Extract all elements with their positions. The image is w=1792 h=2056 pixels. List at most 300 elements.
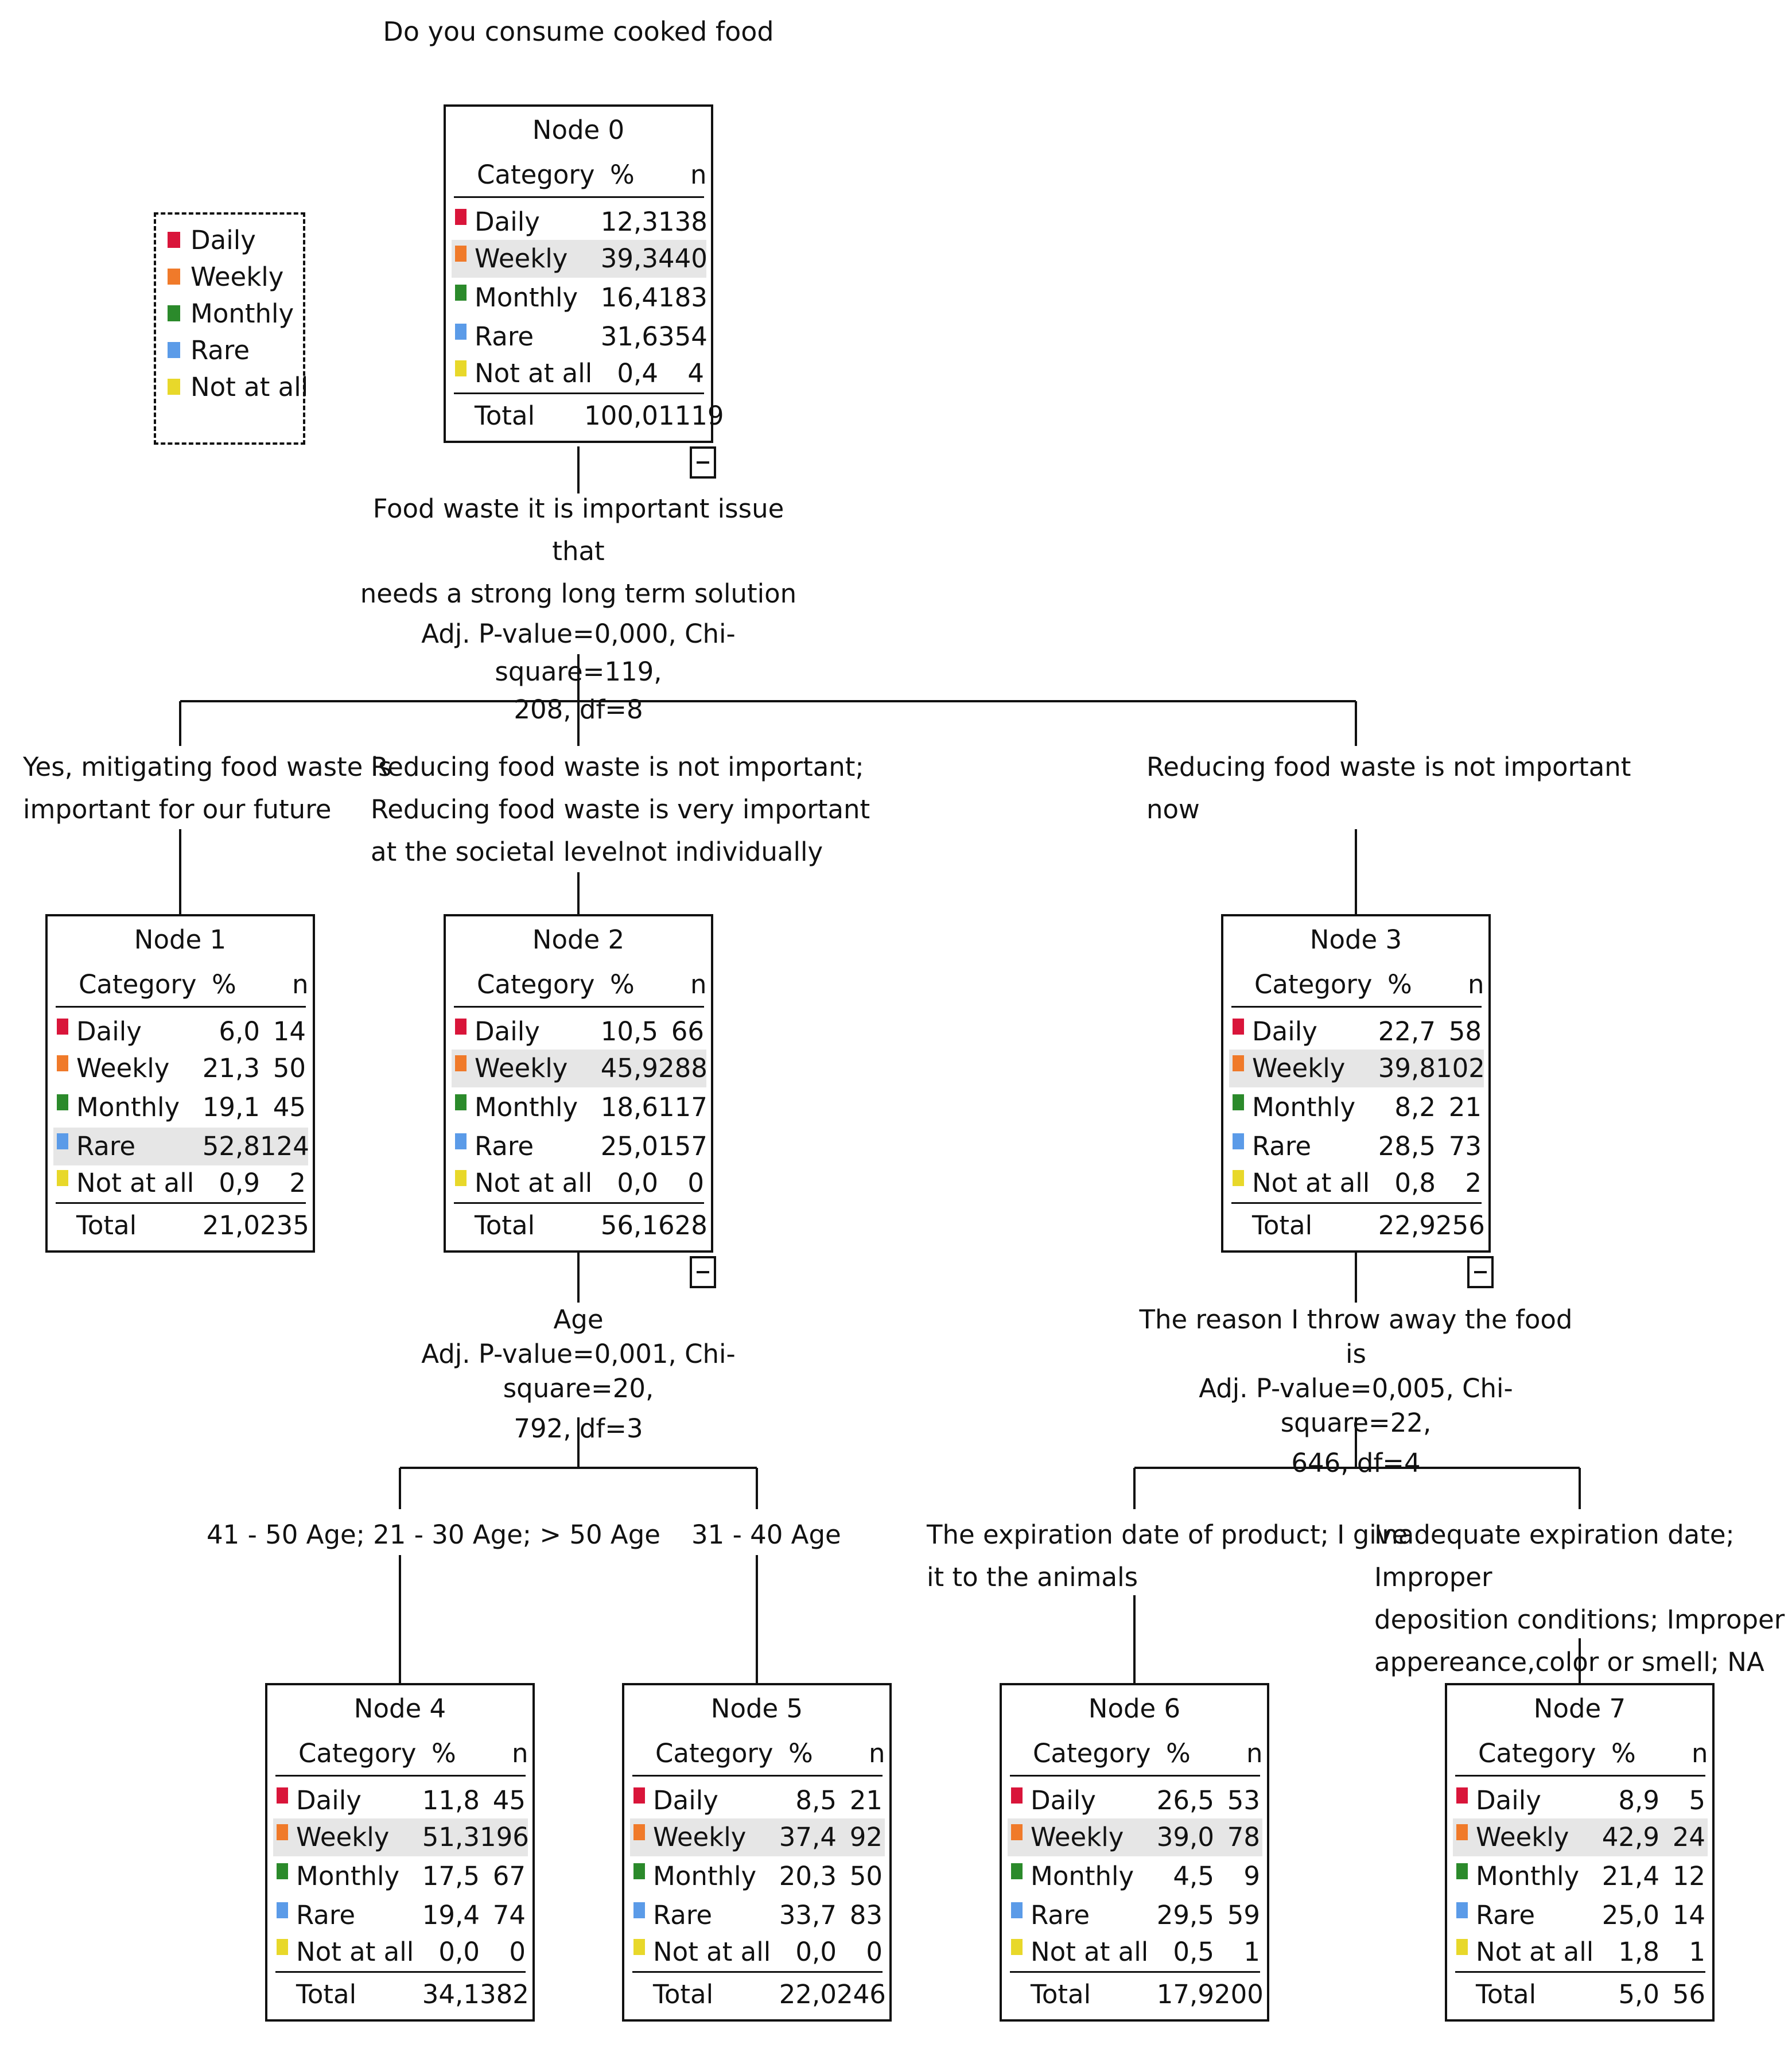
category-percent: 0,0 [795, 1937, 837, 1967]
header-category: Category [477, 969, 595, 1000]
category-row [452, 1050, 706, 1087]
split-line: 792, df=3 [514, 1413, 643, 1444]
category-row [630, 1933, 885, 1971]
category-swatch [57, 1094, 68, 1110]
category-count: 102 [1436, 1053, 1485, 1083]
branch-line: important for our future [23, 794, 332, 825]
category-row [452, 240, 706, 278]
category-percent: 51,3 [422, 1822, 480, 1852]
category-count: 50 [273, 1053, 306, 1083]
category-label: Weekly [76, 1053, 170, 1083]
header-divider [56, 1006, 306, 1008]
header-category: Category [79, 969, 197, 1000]
category-label: Monthly [1252, 1092, 1356, 1122]
category-label: Rare [475, 1131, 534, 1161]
node-6[interactable] [1000, 1683, 1269, 2022]
total-divider [1231, 1202, 1482, 1204]
header-n: n [869, 1738, 885, 1769]
split-line: The reason I throw away the food is [1139, 1304, 1573, 1369]
total-row [273, 1979, 528, 2014]
category-percent: 19,1 [202, 1092, 260, 1122]
category-label: Daily [475, 207, 540, 237]
category-count: 138 [658, 207, 708, 237]
category-row [1229, 1089, 1484, 1126]
branch-line: 41 - 50 Age; 21 - 30 Age; > 50 Age [207, 1519, 660, 1550]
category-swatch [1233, 1019, 1244, 1035]
total-label: Total [1031, 1979, 1091, 2010]
legend [154, 212, 309, 445]
category-count: 2 [1465, 1168, 1482, 1198]
category-row [630, 1896, 885, 1934]
category-swatch [277, 1863, 288, 1879]
legend-swatch [168, 305, 180, 321]
split-line: 646, df=4 [1291, 1448, 1421, 1478]
split-line: Adj. P-value=0,005, Chi-square=22, [1199, 1373, 1513, 1438]
category-swatch [1456, 1863, 1468, 1879]
category-percent: 37,4 [779, 1822, 837, 1852]
category-label: Rare [296, 1900, 356, 1930]
category-row [1008, 1857, 1262, 1895]
category-row [1229, 1050, 1484, 1087]
category-percent: 20,3 [779, 1861, 837, 1891]
header-divider [454, 1006, 704, 1008]
node-header [454, 969, 707, 1004]
category-percent: 26,5 [1156, 1785, 1214, 1816]
category-count: 1 [1243, 1937, 1260, 1967]
category-row [452, 203, 706, 241]
header-pct: % [788, 1738, 813, 1769]
branch-line: now [1146, 794, 1200, 825]
category-swatch [1011, 1863, 1023, 1879]
total-count: 200 [1214, 1979, 1264, 2010]
header-pct: % [610, 969, 635, 1000]
node-4[interactable] [265, 1683, 535, 2022]
legend-swatch [168, 379, 180, 395]
category-count: 66 [671, 1016, 704, 1047]
node-title: Node 6 [1088, 1693, 1181, 1724]
category-label: Not at all [296, 1937, 414, 1967]
category-swatch [57, 1133, 68, 1149]
total-row [452, 401, 724, 435]
category-percent: 29,5 [1156, 1900, 1214, 1930]
category-swatch [455, 1133, 467, 1149]
branch-line: appereance,color or smell; NA [1374, 1647, 1764, 1677]
node-0[interactable] [444, 104, 724, 443]
branch-label-node4 [207, 1514, 660, 1556]
header-category: Category [1033, 1738, 1151, 1769]
header-n: n [1468, 969, 1484, 1000]
category-percent: 0,0 [617, 1168, 658, 1198]
category-percent: 8,2 [1394, 1092, 1436, 1122]
category-row [1008, 1782, 1262, 1820]
total-label: Total [296, 1979, 357, 2010]
category-swatch [455, 1019, 467, 1035]
category-percent: 0,4 [617, 358, 658, 388]
header-pct: % [212, 969, 236, 1000]
header-pct: % [1387, 969, 1412, 1000]
category-swatch [633, 1863, 645, 1879]
category-swatch [455, 1055, 467, 1071]
category-label: Daily [653, 1785, 718, 1816]
category-swatch [277, 1824, 288, 1840]
category-row [1008, 1818, 1262, 1856]
category-percent: 17,5 [422, 1861, 480, 1891]
category-label: Daily [296, 1785, 361, 1816]
total-percent: 22,9 [1378, 1210, 1436, 1241]
category-row [53, 1164, 308, 1202]
category-row [53, 1013, 308, 1051]
category-count: 21 [849, 1785, 883, 1816]
category-row [1453, 1818, 1708, 1856]
node-7[interactable] [1445, 1683, 1715, 2022]
legend-label: Rare [191, 335, 250, 366]
total-percent: 17,9 [1156, 1979, 1214, 2010]
total-count: 246 [837, 1979, 886, 2010]
branch-line: deposition conditions; Improper [1374, 1604, 1785, 1635]
category-count: 58 [1448, 1016, 1482, 1047]
total-row [1229, 1210, 1484, 1245]
category-row [452, 1128, 706, 1165]
category-count: 21 [1448, 1092, 1482, 1122]
category-count: 183 [658, 282, 708, 313]
split-line: Food waste it is important issue that [372, 493, 784, 566]
category-count: 14 [273, 1016, 306, 1047]
branch-line: Reducing food waste is not important; [371, 752, 864, 782]
category-count: 288 [658, 1053, 708, 1083]
total-count: 56 [1672, 1979, 1705, 2010]
node-header [1455, 1738, 1708, 1773]
category-percent: 18,6 [600, 1092, 658, 1122]
category-count: 74 [492, 1900, 526, 1930]
header-pct: % [432, 1738, 456, 1769]
category-percent: 25,0 [600, 1131, 658, 1161]
category-count: 1 [1689, 1937, 1705, 1967]
category-percent: 19,4 [422, 1900, 480, 1930]
category-label: Daily [1031, 1785, 1096, 1816]
category-swatch [1011, 1787, 1023, 1804]
category-swatch [455, 1094, 467, 1110]
category-label: Daily [76, 1016, 142, 1047]
category-count: 67 [492, 1861, 526, 1891]
total-label: Total [1252, 1210, 1313, 1241]
category-percent: 12,3 [600, 207, 658, 237]
category-row [1008, 1933, 1262, 1971]
branch-label-node6 [927, 1514, 1408, 1599]
category-percent: 0,8 [1394, 1168, 1436, 1198]
category-percent: 21,4 [1601, 1861, 1659, 1891]
total-divider [56, 1202, 306, 1204]
category-swatch [455, 285, 467, 301]
category-count: 9 [1243, 1861, 1260, 1891]
category-swatch [1011, 1824, 1023, 1840]
category-row [53, 1050, 308, 1087]
header-n: n [1692, 1738, 1708, 1769]
header-divider [454, 196, 704, 198]
category-label: Monthly [76, 1092, 180, 1122]
category-percent: 8,9 [1618, 1785, 1659, 1816]
category-count: 2 [289, 1168, 306, 1198]
category-row [273, 1857, 528, 1895]
node-title: Node 2 [532, 924, 625, 955]
split-line: Age [553, 1304, 604, 1335]
category-count: 59 [1227, 1900, 1260, 1930]
header-divider [1231, 1006, 1482, 1008]
category-label: Monthly [475, 282, 578, 313]
category-percent: 39,0 [1156, 1822, 1214, 1852]
header-pct: % [1166, 1738, 1191, 1769]
category-row [630, 1857, 885, 1895]
total-count: 235 [260, 1210, 309, 1241]
category-label: Not at all [653, 1937, 771, 1967]
category-percent: 52,8 [202, 1131, 260, 1161]
category-count: 45 [492, 1785, 526, 1816]
header-n: n [1246, 1738, 1263, 1769]
split-label-node3 [1126, 1303, 1585, 1486]
branch-line: Inadequate expiration date; Improper [1374, 1519, 1735, 1592]
category-row [273, 1933, 528, 1971]
category-swatch [1233, 1055, 1244, 1071]
legend-swatch [168, 232, 180, 248]
legend-label: Not at all [191, 372, 309, 402]
category-label: Rare [1252, 1131, 1312, 1161]
category-row [273, 1896, 528, 1934]
category-row [273, 1818, 528, 1856]
legend-swatch [168, 342, 180, 358]
category-swatch [1011, 1902, 1023, 1918]
category-count: 196 [480, 1822, 529, 1852]
category-swatch [277, 1939, 288, 1955]
category-swatch [1456, 1787, 1468, 1804]
category-label: Daily [475, 1016, 540, 1047]
header-category: Category [1478, 1738, 1596, 1769]
total-row [1008, 1979, 1262, 2014]
category-label: Weekly [653, 1822, 747, 1852]
category-swatch [455, 324, 467, 340]
category-percent: 21,3 [202, 1053, 260, 1083]
category-count: 14 [1672, 1900, 1705, 1930]
category-percent: 0,9 [219, 1168, 260, 1198]
category-label: Not at all [475, 358, 593, 388]
category-row [630, 1818, 885, 1856]
category-count: 354 [658, 321, 708, 352]
total-percent: 21,0 [202, 1210, 260, 1241]
split-line: Adj. P-value=0,000, Chi-square=119, [421, 619, 736, 687]
collapse-toggle-node3[interactable] [1467, 1256, 1494, 1288]
total-count: 382 [480, 1979, 529, 2010]
header-pct: % [610, 160, 635, 190]
total-label: Total [1476, 1979, 1537, 2010]
category-percent: 10,5 [600, 1016, 658, 1047]
category-percent: 39,8 [1378, 1053, 1436, 1083]
split-label-node2 [349, 1303, 808, 1452]
category-swatch [277, 1902, 288, 1918]
category-row [1229, 1013, 1484, 1051]
total-row [1453, 1979, 1708, 2014]
category-label: Rare [475, 321, 534, 352]
node-header [632, 1738, 883, 1773]
node-title: Node 3 [1309, 924, 1402, 955]
node-2[interactable] [444, 914, 713, 1253]
total-percent: 5,0 [1618, 1979, 1659, 2010]
node-header [1010, 1738, 1263, 1773]
total-row [452, 1210, 706, 1245]
branch-line: Yes, mitigating food waste is [23, 752, 392, 782]
legend-label: Daily [191, 225, 256, 255]
category-swatch [1456, 1939, 1468, 1955]
category-swatch [1456, 1824, 1468, 1840]
category-swatch [455, 209, 467, 225]
category-row [53, 1089, 308, 1126]
legend-label: Monthly [191, 298, 294, 329]
category-swatch [57, 1019, 68, 1035]
tree-title: Do you consume cooked food [383, 16, 774, 47]
total-divider [275, 1971, 526, 1973]
node-1[interactable] [45, 914, 315, 1253]
collapse-toggle-node0[interactable] [690, 446, 716, 479]
category-count: 0 [687, 1168, 704, 1198]
branch-line: Reducing food waste is not important [1146, 752, 1631, 782]
category-label: Monthly [475, 1092, 578, 1122]
category-row [452, 279, 706, 317]
category-label: Daily [1476, 1785, 1541, 1816]
category-count: 45 [273, 1092, 306, 1122]
total-percent: 100,0 [584, 401, 658, 431]
header-n: n [292, 969, 309, 1000]
category-label: Not at all [1476, 1937, 1594, 1967]
header-category: Category [655, 1738, 773, 1769]
category-label: Weekly [475, 1053, 568, 1083]
total-label: Total [475, 401, 535, 431]
category-percent: 0,0 [438, 1937, 480, 1967]
header-divider [632, 1775, 883, 1777]
total-count: 256 [1436, 1210, 1485, 1241]
total-row [53, 1210, 308, 1245]
branch-line: The expiration date of product; I give [927, 1519, 1408, 1550]
header-n: n [690, 969, 707, 1000]
category-row [1453, 1857, 1708, 1895]
legend-swatch [168, 269, 180, 285]
category-row [452, 1013, 706, 1051]
branch-label-node2 [371, 746, 870, 873]
category-percent: 28,5 [1378, 1131, 1436, 1161]
header-category: Category [477, 160, 595, 190]
category-count: 440 [658, 243, 708, 274]
total-divider [1455, 1971, 1705, 1973]
total-row [630, 1979, 885, 2014]
category-count: 83 [849, 1900, 883, 1930]
category-percent: 6,0 [219, 1016, 260, 1047]
category-row [630, 1782, 885, 1820]
category-count: 92 [849, 1822, 883, 1852]
category-count: 5 [1689, 1785, 1705, 1816]
category-row [1453, 1933, 1708, 1971]
header-divider [1455, 1775, 1705, 1777]
total-label: Total [475, 1210, 535, 1241]
branch-label-node7 [1374, 1514, 1792, 1684]
category-label: Rare [1476, 1900, 1536, 1930]
category-row [452, 1164, 706, 1202]
header-n: n [690, 160, 707, 190]
category-count: 4 [687, 358, 704, 388]
node-title: Node 0 [532, 115, 625, 145]
branch-label-node3 [1146, 746, 1631, 831]
category-count: 157 [658, 1131, 708, 1161]
total-percent: 22,0 [779, 1979, 837, 2010]
category-percent: 31,6 [600, 321, 658, 352]
category-percent: 25,0 [1601, 1900, 1659, 1930]
split-line: 208, df=8 [514, 694, 643, 725]
category-row [452, 318, 706, 356]
collapse-toggle-node2[interactable] [690, 1256, 716, 1288]
branch-line: 31 - 40 Age [691, 1519, 841, 1550]
category-label: Not at all [475, 1168, 593, 1198]
node-title: Node 5 [710, 1693, 803, 1724]
header-pct: % [1611, 1738, 1636, 1769]
category-row [452, 1089, 706, 1126]
category-swatch [1233, 1133, 1244, 1149]
header-divider [275, 1775, 526, 1777]
header-n: n [512, 1738, 528, 1769]
category-count: 53 [1227, 1785, 1260, 1816]
category-percent: 39,3 [600, 243, 658, 274]
category-label: Weekly [296, 1822, 390, 1852]
category-label: Not at all [1031, 1937, 1149, 1967]
category-row [273, 1782, 528, 1820]
category-swatch [455, 1170, 467, 1186]
node-title: Node 7 [1533, 1693, 1626, 1724]
total-divider [632, 1971, 883, 1973]
node-5[interactable] [622, 1683, 892, 2022]
node-3[interactable] [1221, 914, 1491, 1253]
category-label: Weekly [1031, 1822, 1124, 1852]
total-divider [454, 392, 704, 394]
header-divider [1010, 1775, 1260, 1777]
category-label: Rare [76, 1131, 136, 1161]
category-percent: 8,5 [795, 1785, 837, 1816]
category-count: 73 [1448, 1131, 1482, 1161]
total-percent: 56,1 [600, 1210, 658, 1241]
category-label: Rare [1031, 1900, 1090, 1930]
category-percent: 4,5 [1173, 1861, 1214, 1891]
category-swatch [1233, 1170, 1244, 1186]
category-swatch [57, 1170, 68, 1186]
split-label-root [349, 488, 808, 729]
category-count: 124 [260, 1131, 309, 1161]
total-divider [454, 1202, 704, 1204]
category-percent: 42,9 [1601, 1822, 1659, 1852]
category-label: Rare [653, 1900, 713, 1930]
category-swatch [57, 1055, 68, 1071]
category-percent: 1,8 [1618, 1937, 1659, 1967]
category-label: Monthly [1031, 1861, 1134, 1891]
category-row [1453, 1896, 1708, 1934]
category-label: Weekly [1252, 1053, 1346, 1083]
category-swatch [633, 1939, 645, 1955]
node-header [454, 160, 707, 194]
category-label: Monthly [296, 1861, 400, 1891]
branch-label-node1 [23, 746, 392, 831]
branch-line: at the societal levelnot individually [371, 837, 823, 867]
node-header [275, 1738, 526, 1773]
split-line: Adj. P-value=0,001, Chi-square=20, [421, 1339, 736, 1404]
category-row [53, 1128, 308, 1165]
total-divider [1010, 1971, 1260, 1973]
category-count: 0 [866, 1937, 883, 1967]
category-label: Weekly [1476, 1822, 1569, 1852]
category-label: Not at all [76, 1168, 195, 1198]
category-row [1008, 1896, 1262, 1934]
category-swatch [633, 1902, 645, 1918]
